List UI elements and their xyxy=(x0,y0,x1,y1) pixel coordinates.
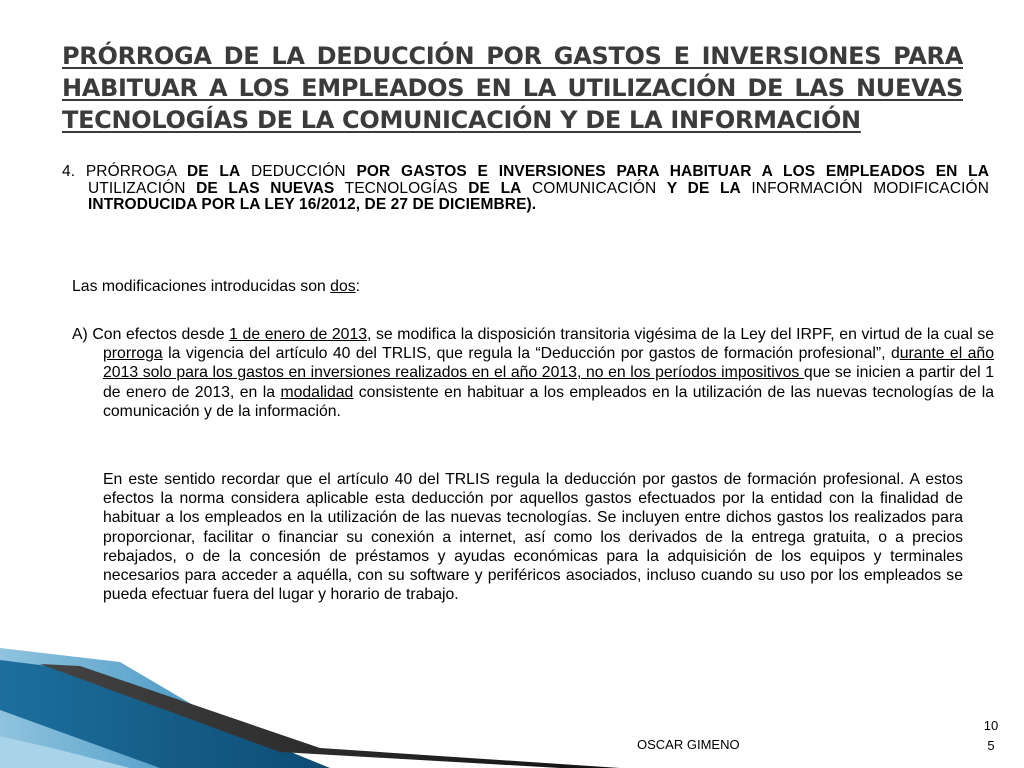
heading-bold: DE LA xyxy=(468,179,522,197)
intro-text: Las modificaciones introducidas son xyxy=(72,278,331,295)
paragraph-a-underlined: 1 de enero de 2013 xyxy=(229,326,368,343)
heading-text: 4. PRÓRROGA xyxy=(62,163,187,180)
paragraph-a-text: A) Con efectos desde xyxy=(72,326,230,343)
heading-text: TECNOLOGÍAS xyxy=(334,179,469,197)
paragraph-b: En este sentido recordar que el artículo 40 del TRLIS regula la deducción por gastos de formación profesional. A estos efectos la norma considera aplicable esta deducción por aquellos gastos efectuados por la entidad con la finalidad de habituar a los empleados en la utilización de las nuevas tecnologías. Se incluyen entre dichos gastos los realizados para proporcionar, facilitar o financiar su conexión a internet, así como los derivados de la entrega gratuita, o a precios rebajados, o de la concesión de préstamos y ayudas económicas para la adquisición de los equipos y terminales necesarios para acceder a aquélla, con su software y periféricos asociados, incluso cuando su uso por los empleados se pueda efectuar fuera del lugar y horario de trabajo. xyxy=(103,471,963,604)
heading-text: INFORMACIÓN MODIFICACIÓN xyxy=(740,179,989,197)
paragraph-a-text: que se inicien a partir del 1 de enero de 2013, en la xyxy=(103,364,994,401)
page-number-line: 5 xyxy=(987,738,995,753)
heading-bold: DE LAS NUEVAS xyxy=(196,179,335,197)
heading-bold: INTRODUCIDA POR LA LEY 16/2012, DE 27 DE DICIEMBRE). xyxy=(88,196,537,214)
page-number xyxy=(978,716,1004,756)
intro-paragraph xyxy=(72,277,963,296)
heading-text: UTILIZACIÓN xyxy=(88,179,197,197)
intro-underlined: dos xyxy=(330,278,356,295)
paragraph-a-text: la vigencia del artículo 40 del TRLIS, que regula la “Deducción por gastos de formación profesional”, d xyxy=(162,345,900,363)
paragraph-a-text: consistente en habituar a los empleados en la utilización de las nuevas tecnologías de la comunicación y de la información. xyxy=(103,383,994,420)
paragraph-a-underlined: urante el año 2013 solo para los gastos en inversiones realizados en el año 2013, no en los períodos impositivos xyxy=(103,345,994,382)
heading-text: COMUNICACIÓN xyxy=(521,179,667,197)
heading-bold: POR GASTOS E INVERSIONES PARA HABITUAR A LOS EMPLEADOS EN LA xyxy=(356,163,990,180)
page-number-line: 10 xyxy=(983,718,999,733)
section-heading xyxy=(62,164,989,214)
heading-text: DEDUCCIÓN xyxy=(240,163,357,180)
heading-bold: DE LA xyxy=(186,163,241,180)
intro-text: : xyxy=(355,278,361,295)
footer-author: OSCAR GIMENO xyxy=(637,737,740,752)
paragraph-a-text: , se modifica la disposición transitoria vigésima de la Ley del IRPF, en virtud de la cual se xyxy=(367,326,995,343)
slide-title: PRÓRROGA DE LA DEDUCCIÓN POR GASTOS E INVERSIONES PARA HABITUAR A LOS EMPLEADOS EN LA UTILIZACIÓN DE LAS NUEVAS TECNOLOGÍAS DE LA COMUNICACIÓN Y DE LA INFORMACIÓN xyxy=(62,42,963,134)
decorative-stripes xyxy=(0,640,620,768)
paragraph-a-underlined: modalidad xyxy=(280,383,354,401)
paragraph-a xyxy=(72,325,994,421)
paragraph-a-underlined: prorroga xyxy=(103,345,163,363)
heading-bold: Y DE LA xyxy=(666,179,741,197)
